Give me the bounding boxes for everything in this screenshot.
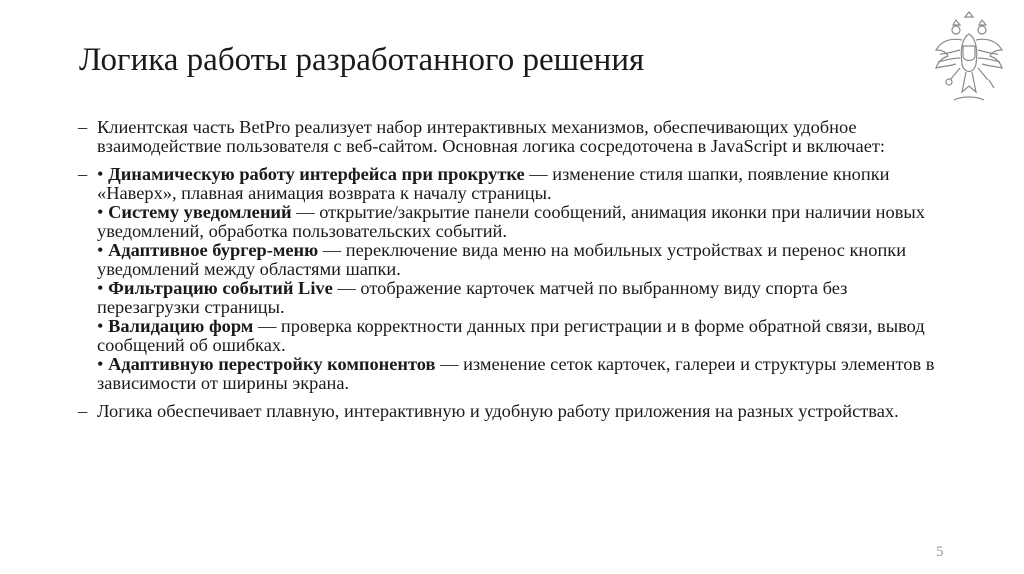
- feature-marker: •: [97, 316, 104, 336]
- feature-text: — изменение стиля шапки, появление кнопки «Наверх», плавная анимация возврата к началу страницы.: [97, 164, 890, 203]
- dash-marker: –: [78, 117, 88, 137]
- feature-title: Валидацию форм: [108, 316, 254, 336]
- feature-title: Фильтрацию событий Live: [108, 278, 333, 298]
- double-headed-eagle-emblem-icon: [932, 8, 1006, 108]
- page-number: 5: [936, 544, 944, 560]
- feature-marker: •: [97, 278, 104, 298]
- intro-text: Клиентская часть BetPro реализует набор интерактивных механизмов, обеспечивающих удобное взаимодействие пользователя с веб-сайтом. Основная логика сосредоточена в JavaScript и включает:: [97, 117, 886, 156]
- feature-title: Адаптивную перестройку компонентов: [108, 354, 436, 374]
- feature-scroll: [97, 165, 938, 203]
- feature-text: — переключение вида меню на мобильных устройствах и перенос кнопки уведомлений между областями шапки.: [97, 240, 907, 279]
- feature-text: — изменение сеток карточек, галереи и структуры элементов в зависимости от ширины экрана.: [97, 354, 935, 393]
- feature-marker: •: [97, 164, 104, 184]
- conclusion-item: [78, 402, 938, 421]
- feature-title: Систему уведомлений: [108, 202, 292, 222]
- feature-text: — открытие/закрытие панели сообщений, анимация иконки при наличии новых уведомлений, обработка пользовательских событий.: [97, 202, 925, 241]
- feature-live-filter: [97, 279, 938, 317]
- feature-text: — отображение карточек матчей по выбранному виду спорта без перезагрузки страницы.: [97, 278, 848, 317]
- slide-body: [78, 118, 938, 430]
- dash-marker: –: [78, 164, 88, 184]
- feature-marker: •: [97, 354, 104, 374]
- conclusion-text: Логика обеспечивает плавную, интерактивную и удобную работу приложения на разных устройствах.: [97, 401, 899, 421]
- features-item: [78, 165, 938, 393]
- slide-title: Логика работы разработанного решения: [79, 42, 645, 78]
- feature-title: Динамическую работу интерфейса при прокрутке: [108, 164, 525, 184]
- feature-marker: •: [97, 202, 104, 222]
- feature-title: Адаптивное бургер-меню: [108, 240, 319, 260]
- dash-marker: –: [78, 401, 88, 421]
- feature-form-validation: [97, 317, 938, 355]
- feature-notifications: [97, 203, 938, 241]
- feature-marker: •: [97, 240, 104, 260]
- feature-text: — проверка корректности данных при регистрации и в форме обратной связи, вывод сообщений об ошибках.: [97, 316, 925, 355]
- feature-burger-menu: [97, 241, 938, 279]
- intro-item: [78, 118, 938, 156]
- feature-adaptive-layout: [97, 355, 938, 393]
